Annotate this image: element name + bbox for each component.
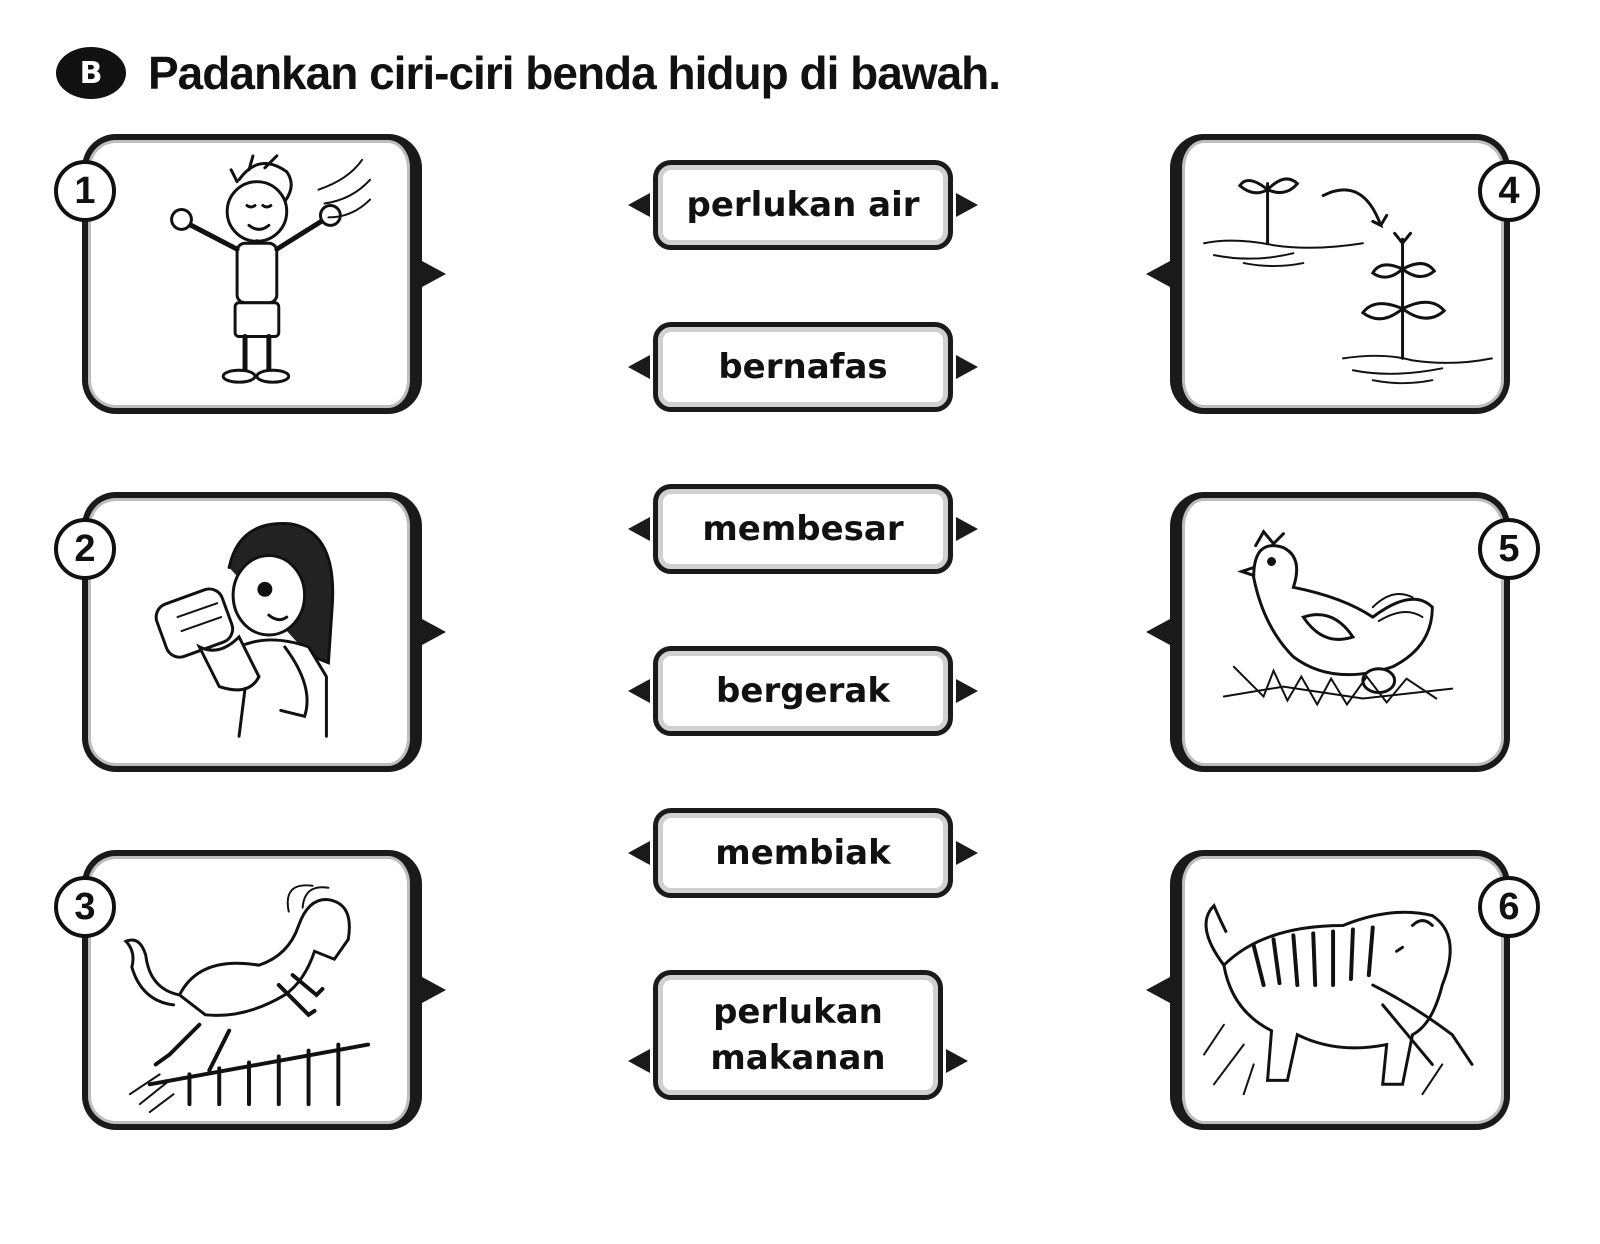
word-box-membiak[interactable] [653, 808, 953, 898]
word-label: bergerak [716, 671, 890, 711]
word-box-bergerak[interactable] [653, 646, 953, 736]
pointer-left-icon [628, 355, 650, 379]
worksheet-heading [56, 38, 1000, 108]
pointer-left-icon [628, 517, 650, 541]
picture-card-4[interactable] [1170, 134, 1520, 414]
pointer-left-icon [628, 841, 650, 865]
word-box-membesar[interactable] [653, 484, 953, 574]
pointer-right-icon [956, 679, 978, 703]
picture-card-5[interactable] [1170, 492, 1520, 772]
pointer-left-icon [628, 1049, 650, 1073]
pointer-right-icon [956, 841, 978, 865]
picture-card-2[interactable] [74, 492, 422, 772]
pointer-right-icon [956, 517, 978, 541]
item-number: 2 [54, 518, 116, 580]
pointer-right-icon [956, 193, 978, 217]
hen-nesting-icon [1182, 498, 1504, 766]
word-box-perlukan-air[interactable] [653, 160, 953, 250]
word-label: membesar [702, 509, 904, 549]
instruction-text: Padankan ciri-ciri benda hidup di bawah. [148, 47, 1001, 99]
picture-card-3[interactable] [74, 850, 422, 1130]
boy-breathing-icon [88, 140, 410, 408]
girl-drinking-icon [88, 498, 410, 766]
item-number: 6 [1478, 876, 1540, 938]
pointer-left-icon [1146, 619, 1170, 645]
picture-card-1[interactable] [74, 134, 422, 414]
item-number: 4 [1478, 160, 1540, 222]
item-number: 3 [54, 876, 116, 938]
pointer-left-icon [1146, 977, 1170, 1003]
item-number: 1 [54, 160, 116, 222]
horse-jumping-icon [88, 856, 410, 1124]
section-letter: B [79, 55, 103, 91]
item-number: 5 [1478, 518, 1540, 580]
pointer-left-icon [1146, 261, 1170, 287]
pointer-right-icon [422, 977, 446, 1003]
pointer-left-icon [628, 679, 650, 703]
pointer-left-icon [628, 193, 650, 217]
word-label: bernafas [718, 347, 888, 387]
tiger-eating-icon [1182, 856, 1504, 1124]
pointer-right-icon [422, 619, 446, 645]
pointer-right-icon [422, 261, 446, 287]
word-label: perlukan makanan [710, 992, 886, 1078]
plant-growing-icon [1182, 140, 1504, 408]
section-badge [56, 47, 126, 99]
word-label: membiak [715, 833, 891, 873]
word-box-perlukan-makanan[interactable] [653, 970, 943, 1100]
pointer-right-icon [956, 355, 978, 379]
picture-card-6[interactable] [1170, 850, 1520, 1130]
word-box-bernafas[interactable] [653, 322, 953, 412]
word-label: perlukan air [686, 185, 920, 225]
pointer-right-icon [946, 1049, 968, 1073]
